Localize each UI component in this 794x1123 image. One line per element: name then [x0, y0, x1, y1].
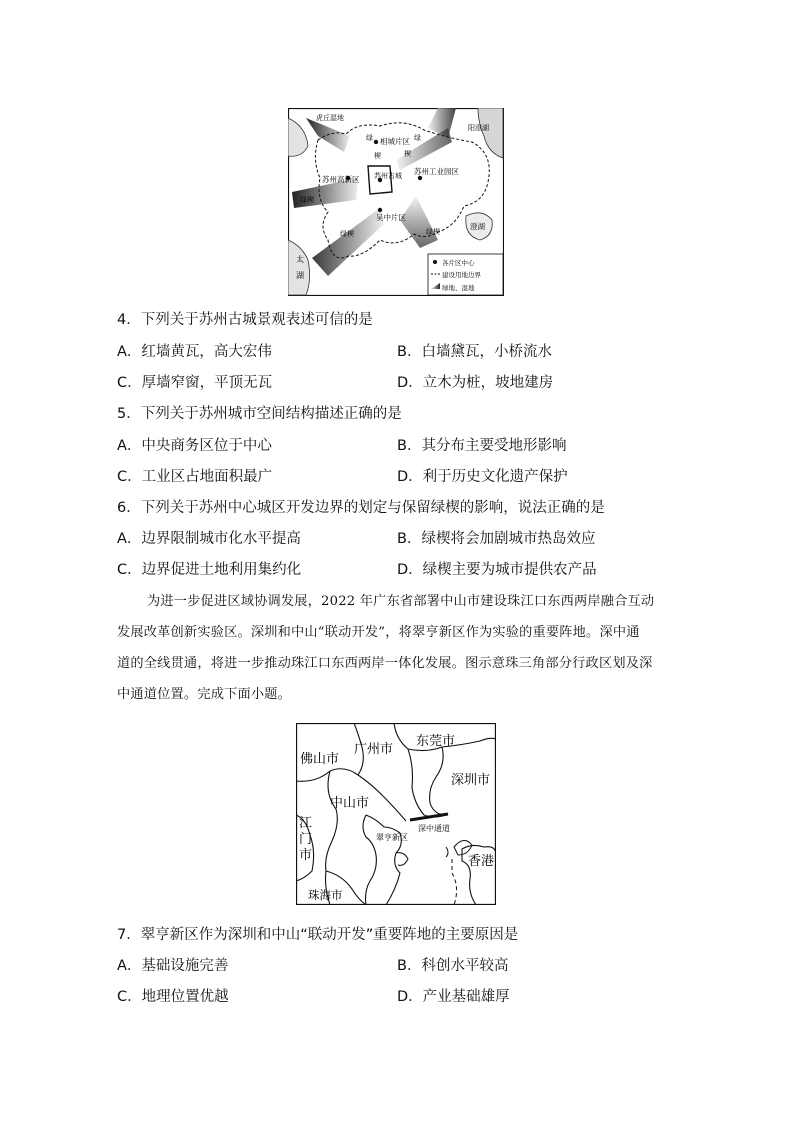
zhuhai-label: 珠海市	[308, 888, 343, 902]
lu2-label: 绿	[414, 134, 421, 142]
legend-center: 各片区中心	[442, 259, 475, 267]
suzhou-map	[288, 108, 504, 296]
option-b: B．白墙黛瓦，小桥流水	[397, 344, 552, 360]
xiangcheng-label: 相城片区	[380, 137, 410, 146]
prd-map	[296, 723, 496, 905]
option-c: C．厚墙窄窗，平顶无瓦	[117, 375, 273, 391]
option-d: D．绿楔主要为城市提供农产品	[397, 562, 597, 578]
option-d: D．利于历史文化遗产保护	[397, 469, 568, 485]
jiang-label: 江	[299, 816, 313, 831]
cuiheng-label: 翠亨新区	[376, 833, 408, 842]
option-b: B．绿楔将会加剧城市热岛效应	[397, 531, 596, 547]
option-d: D．立木为桩，坡地建房	[397, 375, 554, 391]
map1-legend	[428, 254, 503, 295]
lvxie-bottom-left-label: 绿楔	[340, 230, 354, 238]
dongguan-label: 东莞市	[416, 734, 456, 749]
option-a: A．中央商务区位于中心	[117, 438, 272, 454]
gucheng-label: 苏州古城	[374, 172, 402, 180]
passage-line: 发展改革创新实验区。深圳和中山“联动开发”，将翠亨新区作为实验的重要阵地。深中通	[117, 625, 640, 640]
question-stem: 4．下列关于苏州古城景观表述可信的是	[117, 312, 373, 328]
question-stem: 7．翠亨新区作为深圳和中山“联动开发”重要阵地的主要原因是	[117, 927, 519, 943]
option-b: B．科创水平较高	[397, 958, 509, 974]
wuzhong-label: 吴中片区	[376, 213, 406, 222]
shi-label: 市	[299, 848, 313, 863]
option-c: C．工业区占地面积最广	[117, 469, 273, 485]
xie1-label: 楔	[374, 152, 381, 160]
passage-line: 为进一步促进区域协调发展，2022 年广东省部署中山市建设珠江口东西两岸融合互动	[147, 594, 655, 609]
shenzhong-label: 深中通道	[418, 824, 450, 833]
gaoxin-label: 苏州高新区	[322, 175, 360, 184]
option-b: B．其分布主要受地形影响	[397, 438, 567, 454]
legend-boundary: 建设用地边界	[442, 271, 481, 279]
shenzhen-label: 深圳市	[451, 773, 491, 788]
hu-label: 湖	[296, 271, 304, 280]
legend-green: 绿地、湿地	[442, 284, 475, 292]
option-c: C．地理位置优越	[117, 989, 229, 1005]
dianhu-label: 澄湖	[470, 222, 485, 231]
option-a: A．边界限制城市化水平提高	[117, 531, 301, 547]
zhongshan-label: 中山市	[330, 796, 370, 811]
lvxie-left-label: 绿楔	[300, 196, 314, 204]
men-label: 门	[299, 832, 313, 847]
xie2-label: 楔	[404, 150, 411, 158]
lu1-label: 绿	[366, 134, 373, 142]
option-d: D．产业基础雄厚	[397, 989, 510, 1005]
passage-line: 中通道位置。完成下面小题。	[117, 687, 292, 702]
huqiu-label: 虎丘湿地	[316, 114, 344, 122]
guangzhou-label: 广州市	[354, 742, 394, 757]
reading-passage	[117, 586, 677, 710]
question-stem: 5．下列关于苏州城市空间结构描述正确的是	[117, 406, 402, 422]
xianggang-label: 香港	[468, 854, 495, 869]
passage-line: 道的全线贯通，将进一步推动珠江口东西两岸一体化发展。图示意珠三角部分行政区划及深	[117, 656, 653, 671]
option-a: A．基础设施完善	[117, 958, 229, 974]
option-a: A．红墙黄瓦，高大宏伟	[117, 344, 272, 360]
yangcheng-label: 阳澄湖	[468, 124, 489, 132]
gongye-label: 苏州工业园区	[414, 167, 459, 176]
foshan-label: 佛山市	[300, 752, 340, 767]
question-stem: 6．下列关于苏州中心城区开发边界的划定与保留绿楔的影响，说法正确的是	[117, 500, 605, 516]
lvxie-bottom-right-label: 绿楔	[426, 228, 440, 236]
tai-label: 太	[296, 255, 304, 264]
option-c: C．边界促进土地利用集约化	[117, 562, 302, 578]
